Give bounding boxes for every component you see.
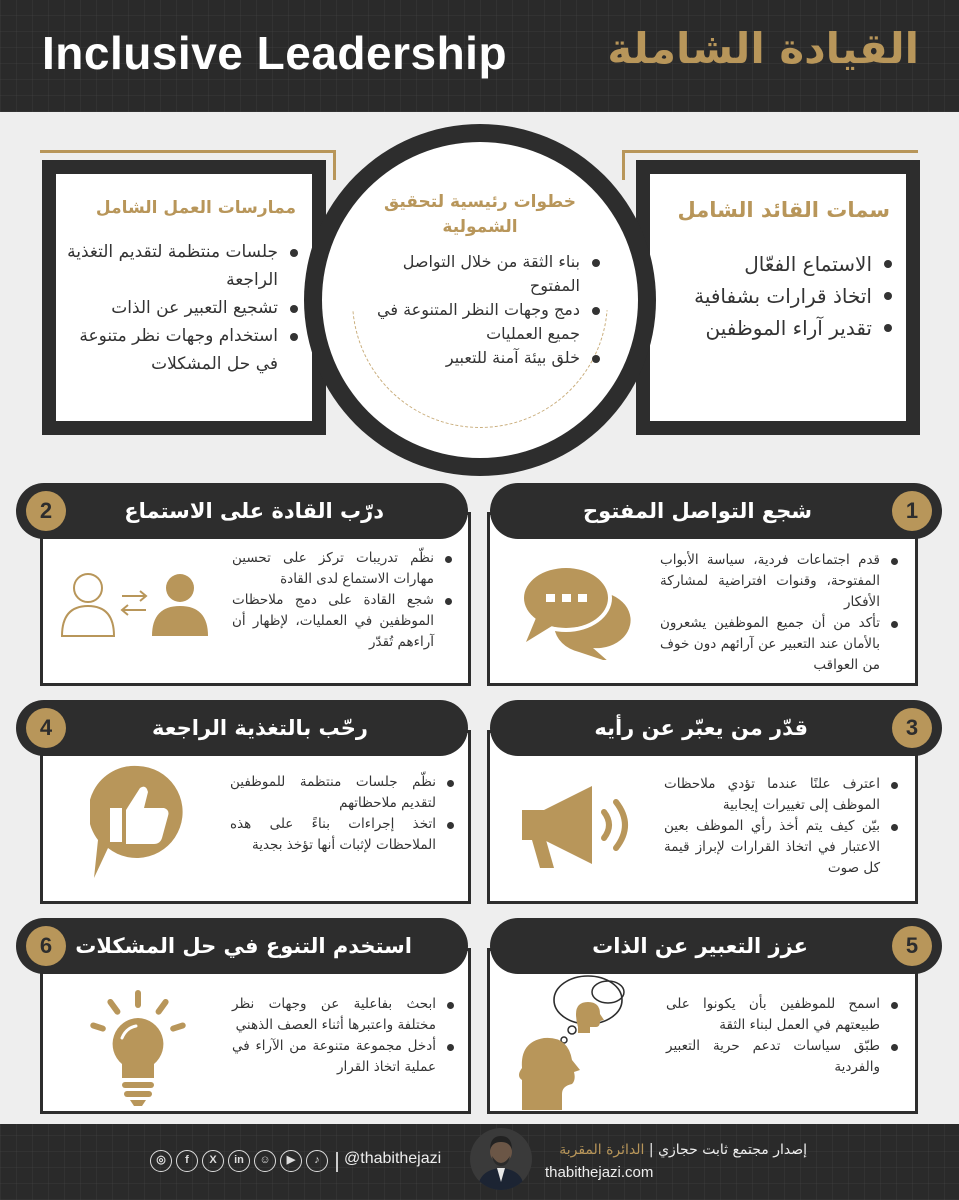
card-5-number: 5 bbox=[892, 926, 932, 966]
thumbs-up-icon bbox=[90, 764, 186, 882]
card-2-title: درّب القادة على الاستماع bbox=[124, 499, 384, 523]
list-item: خلق بيئة آمنة للتعبير bbox=[352, 346, 600, 370]
steps-circle bbox=[304, 124, 656, 476]
card-4-title: رحّب بالتغذية الراجعة bbox=[152, 716, 368, 740]
steps-circle-inner bbox=[322, 142, 638, 458]
connector-vline-left bbox=[333, 150, 336, 180]
card-6-list bbox=[232, 994, 454, 1078]
list-item: قدم اجتماعات فردية، سياسة الأبواب المفتوحة، وقنوات افتراضية لمشاركة الأفكار bbox=[660, 550, 898, 613]
traits-list bbox=[650, 222, 906, 344]
card-4-header bbox=[16, 700, 468, 756]
card-6-title: استخدم التنوع في حل المشكلات bbox=[75, 934, 412, 958]
footer-divider bbox=[336, 1152, 338, 1172]
megaphone-icon bbox=[518, 782, 640, 870]
card-6-number: 6 bbox=[26, 926, 66, 966]
card-2-header bbox=[16, 483, 468, 539]
list-item: شجع القادة على دمج ملاحظات الموظفين في العمليات، لإظهار أن آراءهم تُقدّر bbox=[232, 590, 452, 653]
practices-title: ممارسات العمل الشامل bbox=[95, 198, 296, 218]
list-item: دمج وجهات النظر المتنوعة في جميع العمليات bbox=[352, 298, 600, 346]
list-item: ابحث بفاعلية عن وجهات نظر مختلفة واعتبرها أثناء العصف الذهني bbox=[232, 994, 454, 1036]
list-item: أدخل مجموعة متنوعة من الآراء في عملية اتخاذ القرار bbox=[232, 1036, 454, 1078]
facebook-icon[interactable]: f bbox=[176, 1150, 198, 1172]
list-item: الاستماع الفعّال bbox=[658, 248, 892, 280]
card-2-list bbox=[232, 548, 452, 653]
card-5-header bbox=[490, 918, 942, 974]
lightbulb-icon bbox=[90, 988, 186, 1108]
card-1-title: شجع التواصل المفتوح bbox=[583, 499, 812, 523]
publisher-prefix: إصدار مجتمع ثابت حجازي | bbox=[648, 1142, 807, 1158]
linkedin-icon[interactable]: in bbox=[228, 1150, 250, 1172]
header-banner bbox=[0, 0, 959, 112]
x-icon[interactable]: X bbox=[202, 1150, 224, 1172]
card-1-header bbox=[490, 483, 942, 539]
card-6-header bbox=[16, 918, 468, 974]
card-4-list bbox=[230, 772, 454, 856]
list-item: تأكد من أن جميع الموظفين يشعرون بالأمان عند التعبير عن آرائهم دون خوف من العواقب bbox=[660, 613, 898, 676]
card-1-list bbox=[660, 550, 898, 676]
publisher-line bbox=[545, 1142, 807, 1158]
practices-box bbox=[42, 160, 326, 435]
list-item: تقدير آراء الموظفين bbox=[658, 312, 892, 344]
list-item: نظّم تدريبات تركز على تحسين مهارات الاستماع لدى القادة bbox=[232, 548, 452, 590]
thinking-head-icon bbox=[512, 968, 654, 1110]
social-icons bbox=[150, 1150, 328, 1174]
list-item: بناء الثقة من خلال التواصل المفتوح bbox=[352, 250, 600, 298]
traits-box bbox=[636, 160, 920, 435]
title-arabic: القيادة الشاملة bbox=[607, 24, 919, 73]
list-item: اعترف علنًا عندما تؤدي ملاحظات الموظف إلى تغييرات إيجابية bbox=[664, 774, 898, 816]
list-item: جلسات منتظمة لتقديم التغذية الراجعة bbox=[64, 238, 298, 294]
card-3-title: قدّر من يعبّر عن رأيه bbox=[594, 716, 808, 740]
list-item: اتخاذ قرارات بشفافية bbox=[658, 280, 892, 312]
card-4-number: 4 bbox=[26, 708, 66, 748]
two-people-exchange-icon bbox=[58, 570, 214, 640]
traits-title: سمات القائد الشامل bbox=[677, 198, 890, 222]
publisher-brand: الدائرة المقربة bbox=[559, 1142, 645, 1158]
list-item: نظّم جلسات منتظمة للموظفين لتقديم ملاحظاتهم bbox=[230, 772, 454, 814]
list-item: استخدام وجهات نظر متنوعة في حل المشكلات bbox=[64, 322, 298, 378]
social-handle[interactable]: @thabithejazi bbox=[344, 1150, 442, 1167]
youtube-icon[interactable]: ▶ bbox=[280, 1150, 302, 1172]
list-item: طبّق سياسات تدعم حرية التعبير والفردية bbox=[666, 1036, 898, 1078]
steps-list bbox=[322, 240, 638, 370]
connector-line-left bbox=[40, 150, 336, 153]
list-item: تشجيع التعبير عن الذات bbox=[64, 294, 298, 322]
speech-bubbles-icon bbox=[518, 560, 640, 660]
card-3-header bbox=[490, 700, 942, 756]
connector-vline-right bbox=[622, 150, 625, 180]
tiktok-icon[interactable]: ♪ bbox=[306, 1150, 328, 1172]
avatar bbox=[470, 1128, 532, 1190]
card-3-number: 3 bbox=[892, 708, 932, 748]
card-3-list bbox=[664, 774, 898, 879]
practices-list bbox=[56, 218, 312, 378]
snapchat-icon[interactable]: ☺ bbox=[254, 1150, 276, 1172]
list-item: اسمح للموظفين بأن يكونوا على طبيعتهم في العمل لبناء الثقة bbox=[666, 994, 898, 1036]
title-english: Inclusive Leadership bbox=[42, 27, 508, 79]
instagram-icon[interactable]: ◎ bbox=[150, 1150, 172, 1172]
card-2-number: 2 bbox=[26, 491, 66, 531]
connector-line-right bbox=[622, 150, 918, 153]
steps-title: خطوات رئيسية لتحقيق الشمولية bbox=[384, 192, 576, 237]
list-item: اتخذ إجراءات بناءً على هذه الملاحظات لإثبات أنها تؤخذ بجدية bbox=[230, 814, 454, 856]
card-5-title: عزز التعبير عن الذات bbox=[592, 934, 808, 958]
card-1-number: 1 bbox=[892, 491, 932, 531]
website-link[interactable]: thabithejazi.com bbox=[545, 1164, 654, 1181]
list-item: بيّن كيف يتم أخذ رأي الموظف بعين الاعتبار في اتخاذ القرارات لإبراز قيمة كل صوت bbox=[664, 816, 898, 879]
card-5-list bbox=[666, 994, 898, 1078]
